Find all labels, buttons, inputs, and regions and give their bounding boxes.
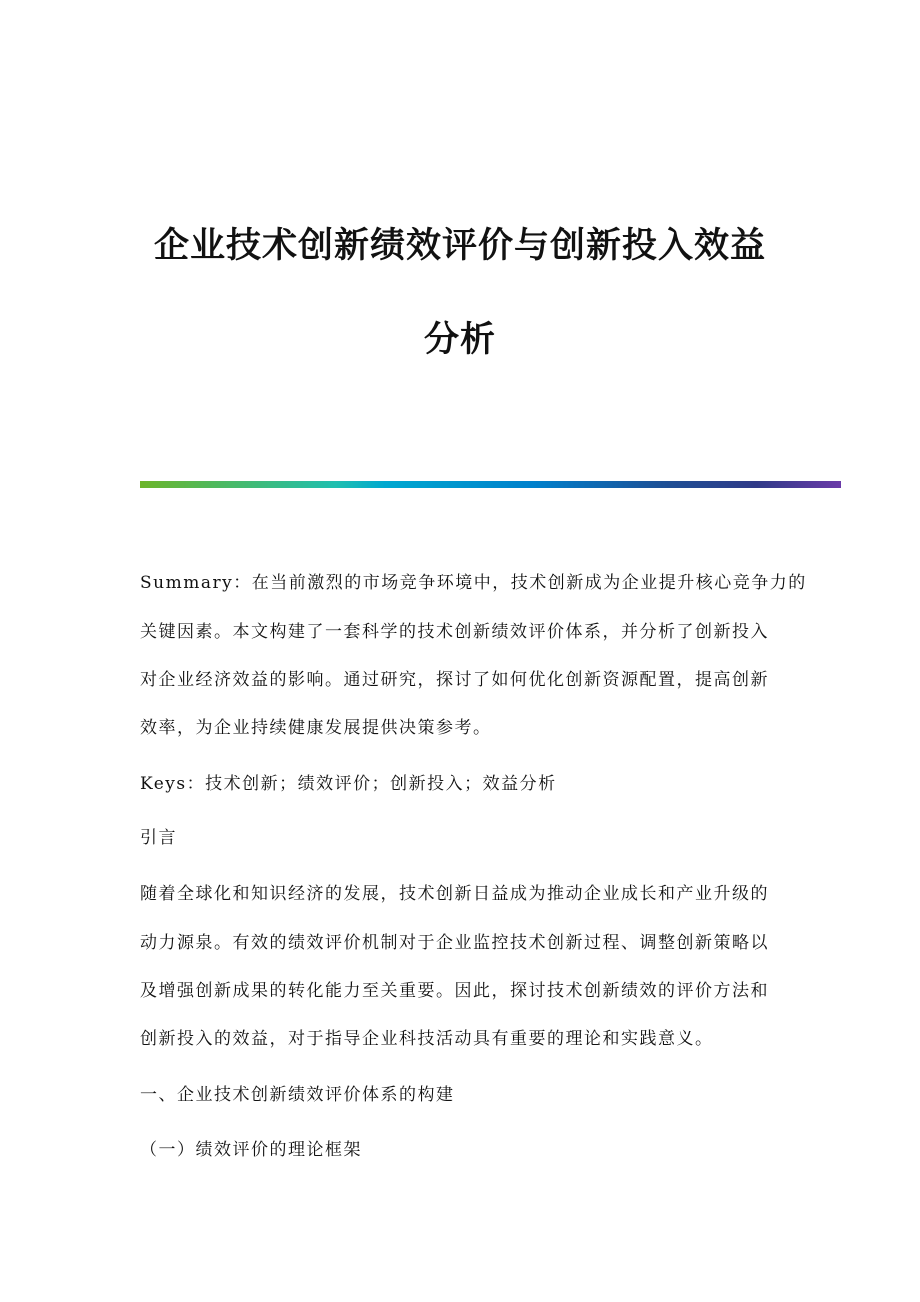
intro-heading: 引言 — [140, 828, 177, 848]
summary-line: Summary：在当前激烈的市场竞争环境中，技术创新成为企业提升核心竞争力的 — [140, 573, 807, 593]
intro-line: 动力源泉。有效的绩效评价机制对于企业监控技术创新过程、调整创新策略以 — [140, 933, 769, 953]
document-title-line-2: 分析 — [423, 319, 496, 360]
summary-line: 关键因素。本文构建了一套科学的技术创新绩效评价体系，并分析了创新投入 — [140, 622, 769, 642]
document-title-line-1: 企业技术创新绩效评价与创新投入效益 — [153, 225, 766, 266]
subsection-heading: （一）绩效评价的理论框架 — [140, 1140, 362, 1160]
gradient-divider — [140, 481, 841, 488]
keywords: Keys：技术创新；绩效评价；创新投入；效益分析 — [140, 774, 557, 794]
summary-line: 对企业经济效益的影响。通过研究，探讨了如何优化创新资源配置，提高创新 — [140, 670, 769, 690]
summary-line: 效率，为企业持续健康发展提供决策参考。 — [140, 718, 492, 738]
intro-line: 及增强创新成果的转化能力至关重要。因此，探讨技术创新绩效的评价方法和 — [140, 981, 769, 1001]
intro-line: 随着全球化和知识经济的发展，技术创新日益成为推动企业成长和产业升级的 — [140, 884, 769, 904]
intro-line: 创新投入的效益，对于指导企业科技活动具有重要的理论和实践意义。 — [140, 1029, 714, 1049]
section-heading: 一、企业技术创新绩效评价体系的构建 — [140, 1085, 455, 1105]
